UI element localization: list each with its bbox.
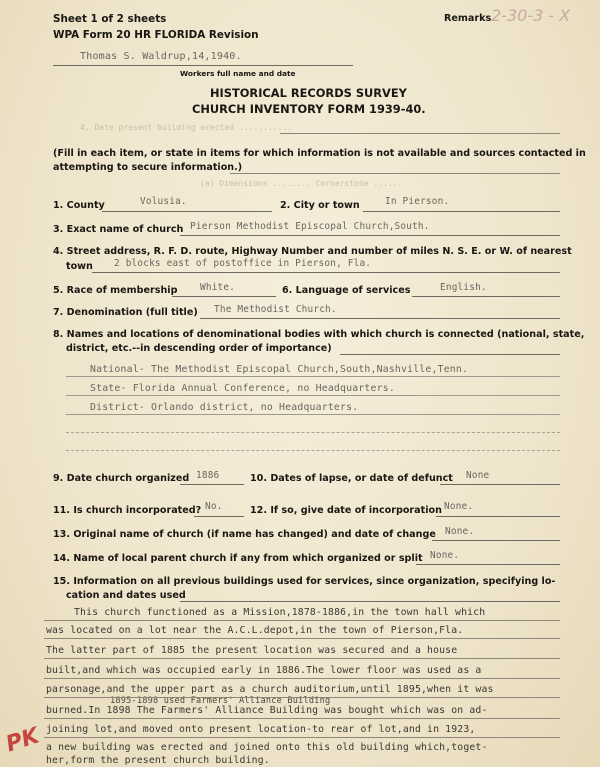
lapse-label: 10. Dates of lapse, or date of defunct [250, 473, 453, 484]
bodies-label-line-2: district, etc.--in descending order of importance) [66, 343, 332, 354]
sheet-number: Sheet 1 of 2 sheets [53, 13, 167, 25]
incorporated-label: 11. Is church incorporated? [53, 505, 202, 516]
organized-label: 9. Date church organized [53, 473, 190, 484]
organized-value: 1886 [196, 470, 220, 481]
original-name-value: None. [445, 526, 475, 537]
form-title-1: HISTORICAL RECORDS SURVEY [210, 86, 407, 100]
remarks-label: Remarks [444, 13, 492, 24]
county-value: Volusia. [140, 196, 187, 207]
form-title-2: CHURCH INVENTORY FORM 1939-40. [192, 102, 426, 116]
denomination-label: 7. Denomination (full title) [53, 307, 198, 318]
margin-pencil-mark: PK [2, 723, 43, 758]
history-line-8: a new building was erected and joined onto this old building which,toget- [46, 742, 488, 753]
body-national: National- The Methodist Episcopal Church,South,Nashville,Tenn. [90, 364, 469, 375]
denomination-value: The Methodist Church. [214, 304, 337, 315]
form-identifier: WPA Form 20 HR FLORIDA Revision [53, 29, 259, 41]
address-label-line-2: town [66, 261, 93, 272]
incorporation-date-label: 12. If so, give date of incorporation [250, 505, 442, 516]
worker-name: Thomas S. Waldrup,14,1940. [80, 51, 242, 62]
city-label: 2. City or town [280, 200, 360, 211]
incorporation-date-value: None. [444, 501, 474, 512]
incorporated-value: No. [205, 501, 223, 512]
history-line-1: This church functioned as a Mission,1878-1886,in the town hall which [74, 607, 486, 618]
history-line-6: burned.In 1898 The Farmers' Alliance Building was bought which was on ad- [46, 705, 488, 716]
language-label: 6. Language of services [282, 285, 411, 296]
history-line-9: her,form the present church building. [46, 755, 270, 766]
previous-buildings-label-1: 15. Information on all previous buildings used for services, since organization, specifying lo- [53, 576, 556, 587]
lapse-value: None [466, 470, 490, 481]
church-name-label: 3. Exact name of church [53, 224, 184, 235]
history-line-4: built,and which was occupied early in 1886.The lower floor was used as a [46, 665, 482, 676]
language-value: English. [440, 282, 487, 293]
previous-buildings-label-2: cation and dates used [66, 590, 186, 601]
race-label: 5. Race of membership [53, 285, 178, 296]
history-interlinear-note: 1895-1898 used Farmers' Alliance Building [110, 696, 331, 706]
history-line-2: was located on a lot near the A.C.L.depot,in the town of Pierson,Fla. [46, 625, 464, 636]
race-value: White. [200, 282, 236, 293]
address-label-line-1: 4. Street address, R. F. D. route, Highway Number and number of miles N. S. E. or W. of nearest [53, 246, 572, 257]
instructions-line-1: (Fill in each item, or state in items for which information is not available and sources contacted in [53, 148, 586, 159]
worker-caption: Workers full name and date [180, 69, 296, 78]
bodies-label-line-1: 8. Names and locations of denominational bodies with which church is connected (national, state, [53, 329, 585, 340]
city-value: In Pierson. [385, 196, 450, 207]
history-line-5: parsonage,and the upper part as a church auditorium,until 1895,when it was [46, 684, 494, 695]
body-state: State- Florida Annual Conference, no Headquarters. [90, 383, 395, 394]
county-label: 1. County [53, 200, 105, 211]
church-name-value: Pierson Methodist Episcopal Church,South. [190, 221, 430, 232]
body-district: District- Orlando district, no Headquarters. [90, 402, 359, 413]
remarks-handwritten-note: 2-30-3 - X [491, 6, 571, 25]
parent-church-value: None. [430, 550, 460, 561]
instructions-line-2: attempting to secure information.) [53, 162, 243, 173]
original-name-label: 13. Original name of church (if name has changed) and date of change [53, 529, 436, 540]
address-value: 2 blocks east of postoffice in Pierson, Fla. [114, 258, 372, 269]
form-page: Sheet 1 of 2 sheets WPA Form 20 HR FLORIDA Revision Remarks 2-30-3 - X Thomas S. Waldrup,14,1940. Workers full name and date HISTORICAL RECORDS SURVEY CHURCH INVENTORY FORM 1939-40. 4. Date present building erected ........... (Fill in each item, or state in items for which information is not available and sources contacted in attempting to secure information.) (a) Dimensions ........ Cornerstone ...... 1. County Volusia. 2. City or town In Pierson. 3. Exact name of church Pierson Methodist Episcopal Church,South. 4. Street address, R. F. D. route, Highway Number and number of miles N. S. E. or W. of nearest town 2 blocks east of postoffice in Pierson, Fla. 5. Race of membership White. 6. Language of services English. 7. Denomination (full title) The Methodist Church. 8. Names and locations of denominational bodies with which church is connected (national, state, district, etc.--in descending order of importance) National- The Methodist Episcopal Church,South,Nashville,Tenn. State- Florida Annual Conference, no Headquarters. District- Orlando district, no Headquarters. 9. Date church organized 1886 10. Dates of lapse, or date of defunct None 11. Is church incorporated? No. 12. If so, give date of incorporation None. 13. Original name of church (if name has changed) and date of change None. 14. Name of local parent church if any from which organized or split None. 15. Information on all previous buildings used for services, since organization, specifying lo- cation and dates used This church functioned as a Mission,1878-1886,in the town hall which was located on a lot near the A.C.L.depot,in the town of Pierson,Fla. The latter part of 1885 the present location was secured and a house built,and which was occupied early in 1886.The lower floor was used as a parsonage,and the upper part as a church auditorium,until 1895,when it was 1895-1898 used Farmers' Alliance Building burned.In 1898 The Farmers' Alliance Building was bought which was on ad- joining lot,and moved onto present location-to rear of lot,and in 1923, a new building was erected and joined onto this old building which,toget- her,form the present church building. PK [0, 0, 600, 767]
history-line-3: The latter part of 1885 the present location was secured and a house [46, 645, 458, 656]
history-line-7: joining lot,and moved onto present location-to rear of lot,and in 1923, [46, 724, 476, 735]
parent-church-label: 14. Name of local parent church if any from which organized or split [53, 553, 423, 564]
